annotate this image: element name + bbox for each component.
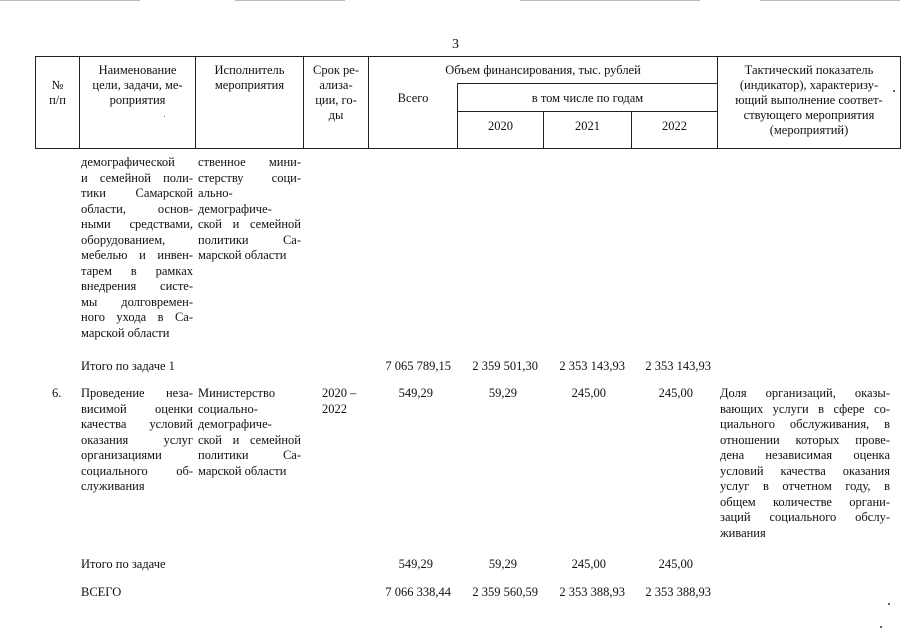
scan-speck [880,626,882,628]
scan-edge-mark [0,0,140,1]
row-6-2021: 245,00 [571,386,606,400]
header-year-2021: 2021 [575,119,600,133]
header-col-executor: Исполнитель мероприятия [214,63,285,92]
row-name-continued: демографической и семейной поли- тики Самарской области, основ- ными средствами, оборудованием, мебелью и инвен- тарем в рамках внедрения систе- мы долговремен- ного ухода в Са- марской области [81,155,193,340]
row-6-term: 2020 – 2022 [322,386,357,416]
header-col-term: Срок ре- ализа- ции, го- ды [313,63,359,122]
subtotal-1-2020: 2 359 501,30 [472,359,538,373]
subtotal-2-2021: 245,00 [571,557,606,571]
row-6-number: 6. [52,386,62,400]
scan-speck [888,603,890,605]
grand-total-2020: 2 359 560,59 [472,585,538,599]
grand-total-total: 7 066 338,44 [385,585,451,599]
subtotal-2-2020: 59,29 [488,557,517,571]
page-number: 3 [452,37,459,52]
scan-edge-mark [235,0,345,1]
row-6-executor: Министерство социально- демографиче- ской и семейной политики Са- марской области [198,386,301,478]
grand-total-2022: 2 353 388,93 [645,585,711,599]
subtotal-2-total: 549,29 [398,557,433,571]
subtotal-1-label: Итого по задаче 1 [81,359,175,373]
header-col-finance: Объем финансирования, тыс. рублей [445,63,641,77]
header-col-indicator: Тактический показатель (индикатор), характеризу- ющий выполнение соответ- ствующего мероприятия (мероприятий) [735,63,883,137]
row-6-name: Проведение неза- висимой оценки качества условий оказания услуг организациями социального об- служивания [81,386,193,493]
subtotal-1-2021: 2 353 143,93 [559,359,625,373]
grand-total-2021: 2 353 388,93 [559,585,625,599]
header-year-2022: 2022 [662,119,687,133]
header-col-by-years: в том числе по годам [531,91,644,105]
row-6-indicator: Доля организаций, оказы- вающих услуги в сфере со- циального обслуживания, в отношении которых прове- дена независимая оценка условий качества оказания услуг в отчетном году, в общем количестве органи- заций социального обслу- живания [720,386,890,540]
scan-speck [893,90,895,92]
row-6-2022: 245,00 [658,386,693,400]
scan-edge-mark [520,0,700,1]
scan-speck [164,116,165,117]
row-6-2020: 59,29 [488,386,517,400]
subtotal-2-label: Итого по задаче [81,557,166,571]
header-col-total: Всего [397,91,429,105]
scan-edge-mark [760,0,900,1]
subtotal-2-2022: 245,00 [658,557,693,571]
subtotal-1-2022: 2 353 143,93 [645,359,711,373]
header-year-2020: 2020 [488,119,513,133]
header-col-number: № п/п [49,78,66,107]
subtotal-1-total: 7 065 789,15 [385,359,451,373]
grand-total-label: ВСЕГО [81,585,122,599]
row-6-total: 549,29 [398,386,433,400]
row-executor-continued: ственное мини- стерству соци- ально- демографиче- ской и семейной политики Са- марской области [198,155,301,262]
header-col-name: Наименование цели, задачи, ме- роприятия [92,63,183,107]
